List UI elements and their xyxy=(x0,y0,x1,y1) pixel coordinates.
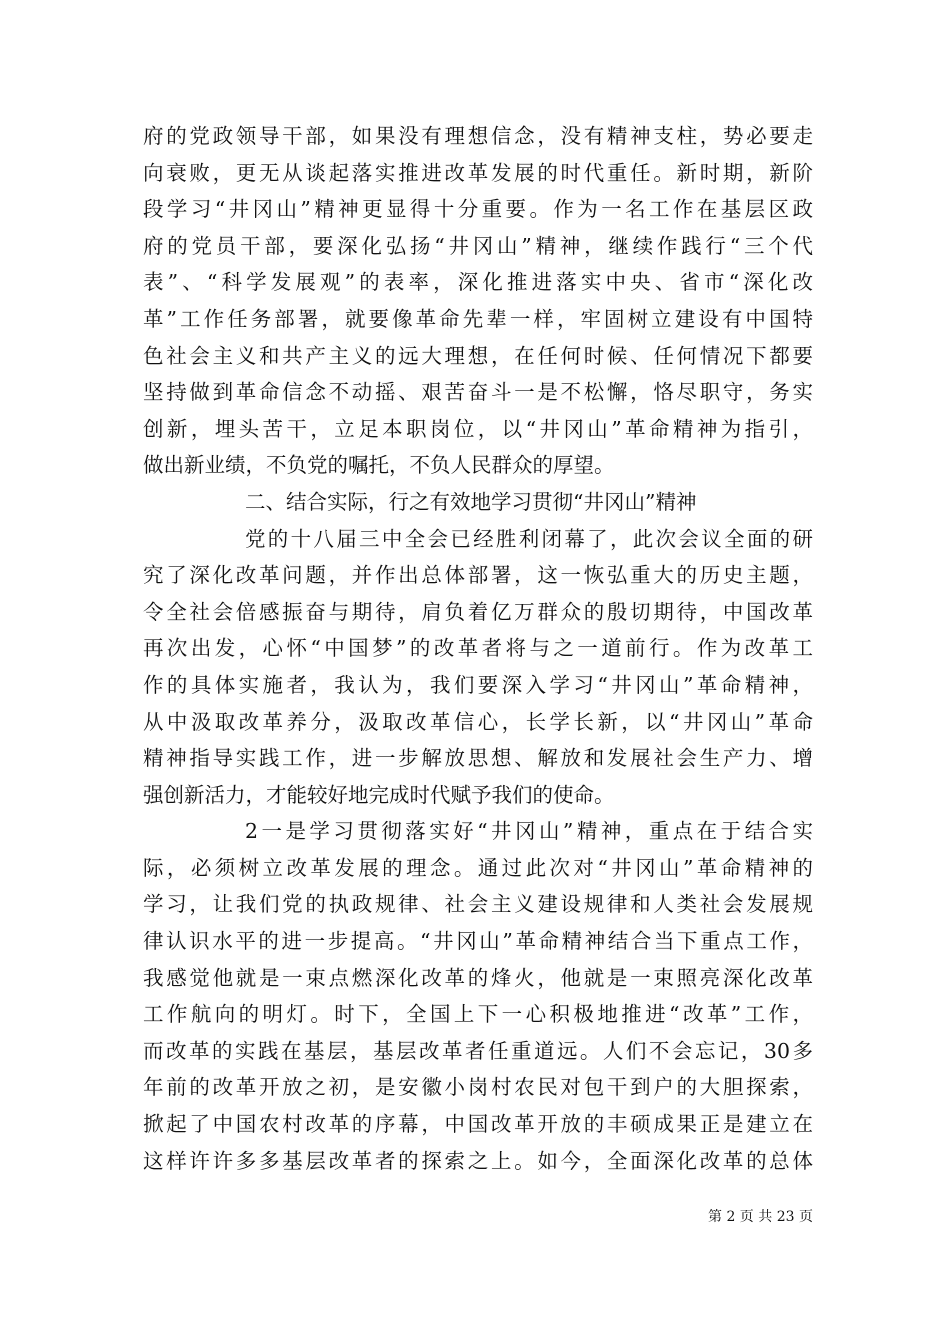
text-line: 强创新活力，才能较好地完成时代赋予我们的使命。 xyxy=(143,782,615,807)
text-line: 党的十八届三中全会已经胜利闭幕了，此次会议全面的研 xyxy=(245,526,813,551)
text-line: 从中汲取改革养分，汲取改革信心，长学长新，以“井冈山”革命 xyxy=(143,709,813,734)
text-line: 色社会主义和共产主义的远大理想，在任何时候、任何情况下都要 xyxy=(143,343,813,368)
text-line: 向衰败，更无从谈起落实推进改革发展的时代重任。新时期，新阶 xyxy=(143,160,813,185)
text-line: 精神指导实践工作，进一步解放思想、解放和发展社会生产力、增 xyxy=(143,746,813,771)
text-line: 创新，埋头苦干，立足本职岗位，以“井冈山”革命精神为指引， xyxy=(143,416,813,441)
text-line: 府的党员干部，要深化弘扬“井冈山”精神，继续作践行“三个代 xyxy=(143,233,813,258)
text-line: 年前的改革开放之初，是安徽小岗村农民对包干到户的大胆探索， xyxy=(143,1075,813,1100)
text-line: 律认识水平的进一步提高。“井冈山”革命精神结合当下重点工作， xyxy=(143,929,813,954)
text-line: 再次出发，心怀“中国梦”的改革者将与之一道前行。作为改革工 xyxy=(143,636,813,661)
text-line: 段学习“井冈山”精神更显得十分重要。作为一名工作在基层区政 xyxy=(143,197,813,222)
text-line: 掀起了中国农村改革的序幕，中国改革开放的丰硕成果正是建立在 xyxy=(143,1112,813,1137)
text-line: 学习，让我们党的执政规律、社会主义建设规律和人类社会发展规 xyxy=(143,892,813,917)
text-line: 而改革的实践在基层，基层改革者任重道远。人们不会忘记，30多 xyxy=(143,1038,813,1063)
text-line: 做出新业绩，不负党的嘱托，不负人民群众的厚望。 xyxy=(143,453,615,478)
text-line: 坚持做到革命信念不动摇、艰苦奋斗一是不松懈，恪尽职守，务实 xyxy=(143,380,813,405)
text-line: 作的具体实施者，我认为，我们要深入学习“井冈山”革命精神， xyxy=(143,672,813,697)
text-line: 这样许许多多基层改革者的探索之上。如今，全面深化改革的总体 xyxy=(143,1148,813,1173)
text-line: 究了深化改革问题，并作出总体部署，这一恢弘重大的历史主题， xyxy=(143,563,813,588)
text-line: 府的党政领导干部，如果没有理想信念，没有精神支柱，势必要走 xyxy=(143,124,813,148)
text-line: 工作航向的明灯。时下，全国上下一心积极地推进“改革”工作， xyxy=(143,1002,813,1027)
text-line: 革”工作任务部署，就要像革命先辈一样，牢固树立建设有中国特 xyxy=(143,306,813,331)
text-line: 表”、“科学发展观”的表率，深化推进落实中央、省市“深化改 xyxy=(143,270,813,295)
text-line: 令全社会倍感振奋与期待，肩负着亿万群众的殷切期待，中国改革 xyxy=(143,599,813,624)
page-number: 第 2 页 共 23 页 xyxy=(708,1209,813,1225)
text-line: 我感觉他就是一束点燃深化改革的烽火，他就是一束照亮深化改革 xyxy=(143,965,813,990)
text-line: 际，必须树立改革发展的理念。通过此次对“井冈山”革命精神的 xyxy=(143,855,813,880)
section-heading: 二、结合实际，行之有效地学习贯彻“井冈山”精神 xyxy=(245,489,697,514)
body-text xyxy=(143,118,813,1179)
text-line: 2一是学习贯彻落实好“井冈山”精神，重点在于结合实 xyxy=(245,819,813,844)
